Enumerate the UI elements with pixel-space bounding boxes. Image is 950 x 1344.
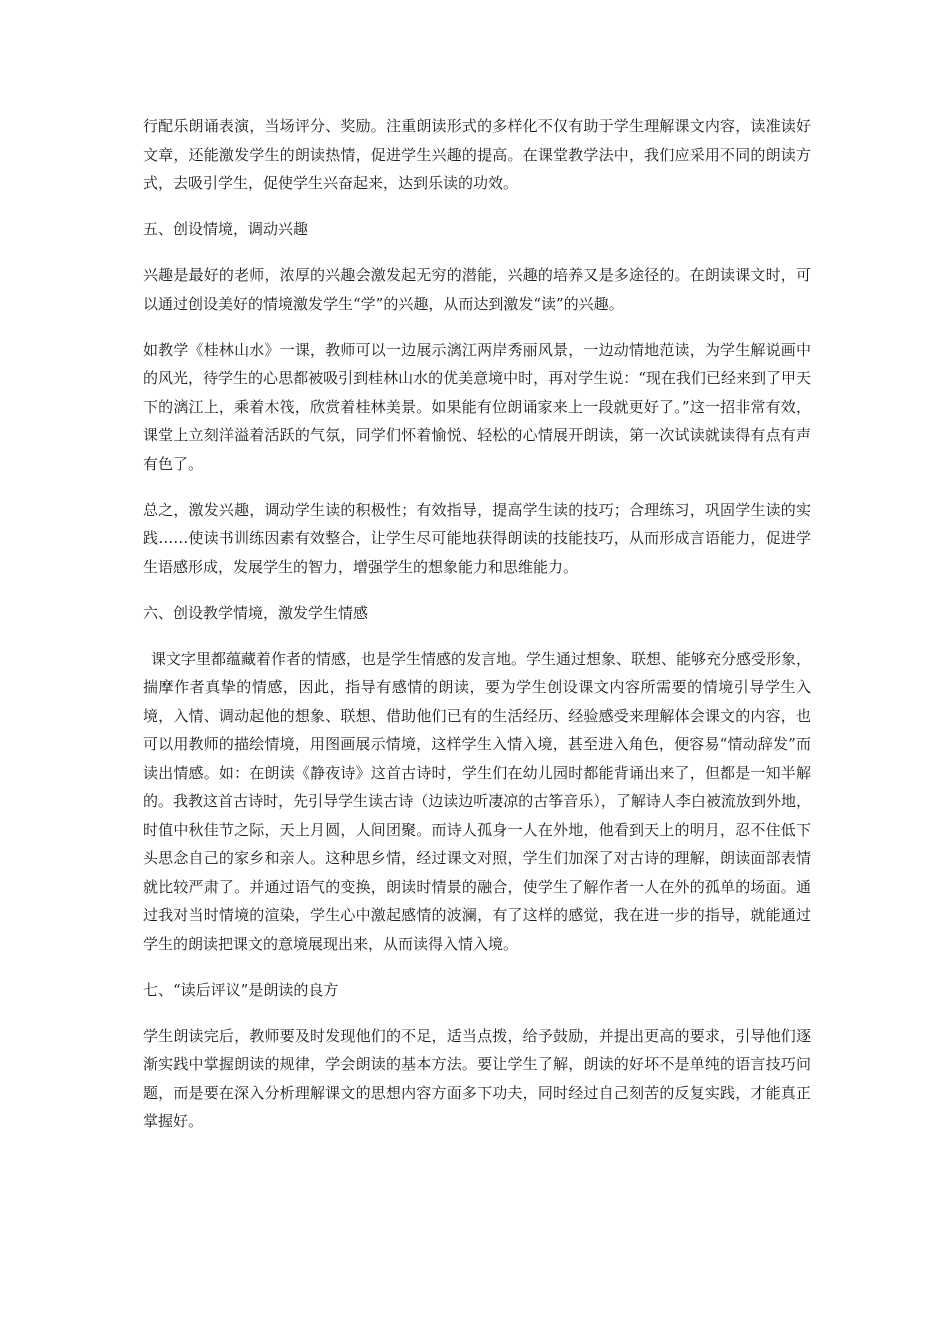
section-heading-7: 七、“读后评议”是朗读的良方: [143, 980, 339, 999]
paragraph-interest: 兴趣是最好的老师，浓厚的兴趣会激发起无穷的潜能，兴趣的培养又是多途径的。在朗读课文时，可以通过创设美好的情境激发学生“学”的兴趣，从而达到激发“读”的兴趣。: [143, 266, 811, 313]
section-heading-6: 六、创设教学情境，激发学生情感: [143, 603, 369, 622]
paragraph-summary: 总之，激发兴趣，调动学生读的积极性；有效指导，提高学生读的技巧；合理练习，巩固学生读的实践……使读书训练因素有效整合，让学生尽可能地获得朗读的技能技巧，从而形成言语能力，促进学生语感形成，发展学生的智力，增强学生的想象能力和思维能力。: [143, 500, 811, 576]
paragraph-evaluation: 学生朗读完后，教师要及时发现他们的不足，适当点拨，给予鼓励，并提出更高的要求，引导他们逐渐实践中掌握朗读的规律，学会朗读的基本方法。要让学生了解，朗读的好坏不是单纯的语言技巧问题，而是要在深入分析理解课文的思想内容方面多下功夫，同时经过自己刻苦的反复实践，才能真正掌握好。: [143, 1026, 811, 1130]
paragraph-reading-forms: 行配乐朗诵表演，当场评分、奖励。注重朗读形式的多样化不仅有助于学生理解课文内容，读准读好文章，还能激发学生的朗读热情，促进学生兴趣的提高。在课堂教学法中，我们应采用不同的朗读方式，去吸引学生，促使学生兴奋起来，达到乐读的功效。: [143, 117, 811, 192]
paragraph-emotion: 课文字里都蕴藏着作者的情感，也是学生情感的发言地。学生通过想象、联想、能够充分感受形象，揣摩作者真挚的情感，因此，指导有感情的朗读，要为学生创设课文内容所需要的情境引导学生入境，入情、调动起他的想象、联想、借助他们已有的生活经历、经验感受来理解体会课文的内容，也可以用教师的描绘情境，用图画展示情境，这样学生入情入境，甚至进入角色，便容易“情动辞发”而读出情感。如：在朗读《静夜诗》这首古诗时，学生们在幼儿园时都能背诵出来了，但都是一知半解的。我教这首古诗时，先引导学生读古诗（边读边听凄凉的古筝音乐），了解诗人李白被流放到外地，时值中秋佳节之际，天上月圆，人间团聚。而诗人孤身一人在外地，他看到天上的明月，忍不住低下头思念自己的家乡和亲人。这种思乡情，经过课文对照，学生们加深了对古诗的理解，朗读面部表情就比较严肃了。并通过语气的变换，朗读时情景的融合，使学生了解作者一人在外的孤单的场面。通过我对当时情境的渲染，学生心中激起感情的波澜，有了这样的感觉，我在进一步的指导，就能通过学生的朗读把课文的意境展现出来，从而读得入情入境。: [143, 649, 812, 953]
section-heading-5: 五、创设情境，调动兴趣: [143, 220, 309, 238]
paragraph-guilin-example: 如教学《桂林山水》一课，教师可以一边展示漓江两岸秀丽风景，一边动情地范读，为学生解说画中的风光，待学生的心思都被吸引到桂林山水的优美意境中时，再对学生说：“现在我们已经来到了甲天下的漓江上，乘着木筏，欣赏着桂林美景。如果能有位朗诵家来上一段就更好了。”这一招非常有效，课堂上立刻洋溢着活跃的气氛，同学们怀着愉悦、轻松的心情展开朗读，第一次试读就读得有点有声有色了。: [143, 340, 811, 473]
document-page: [143, 112, 811, 1153]
